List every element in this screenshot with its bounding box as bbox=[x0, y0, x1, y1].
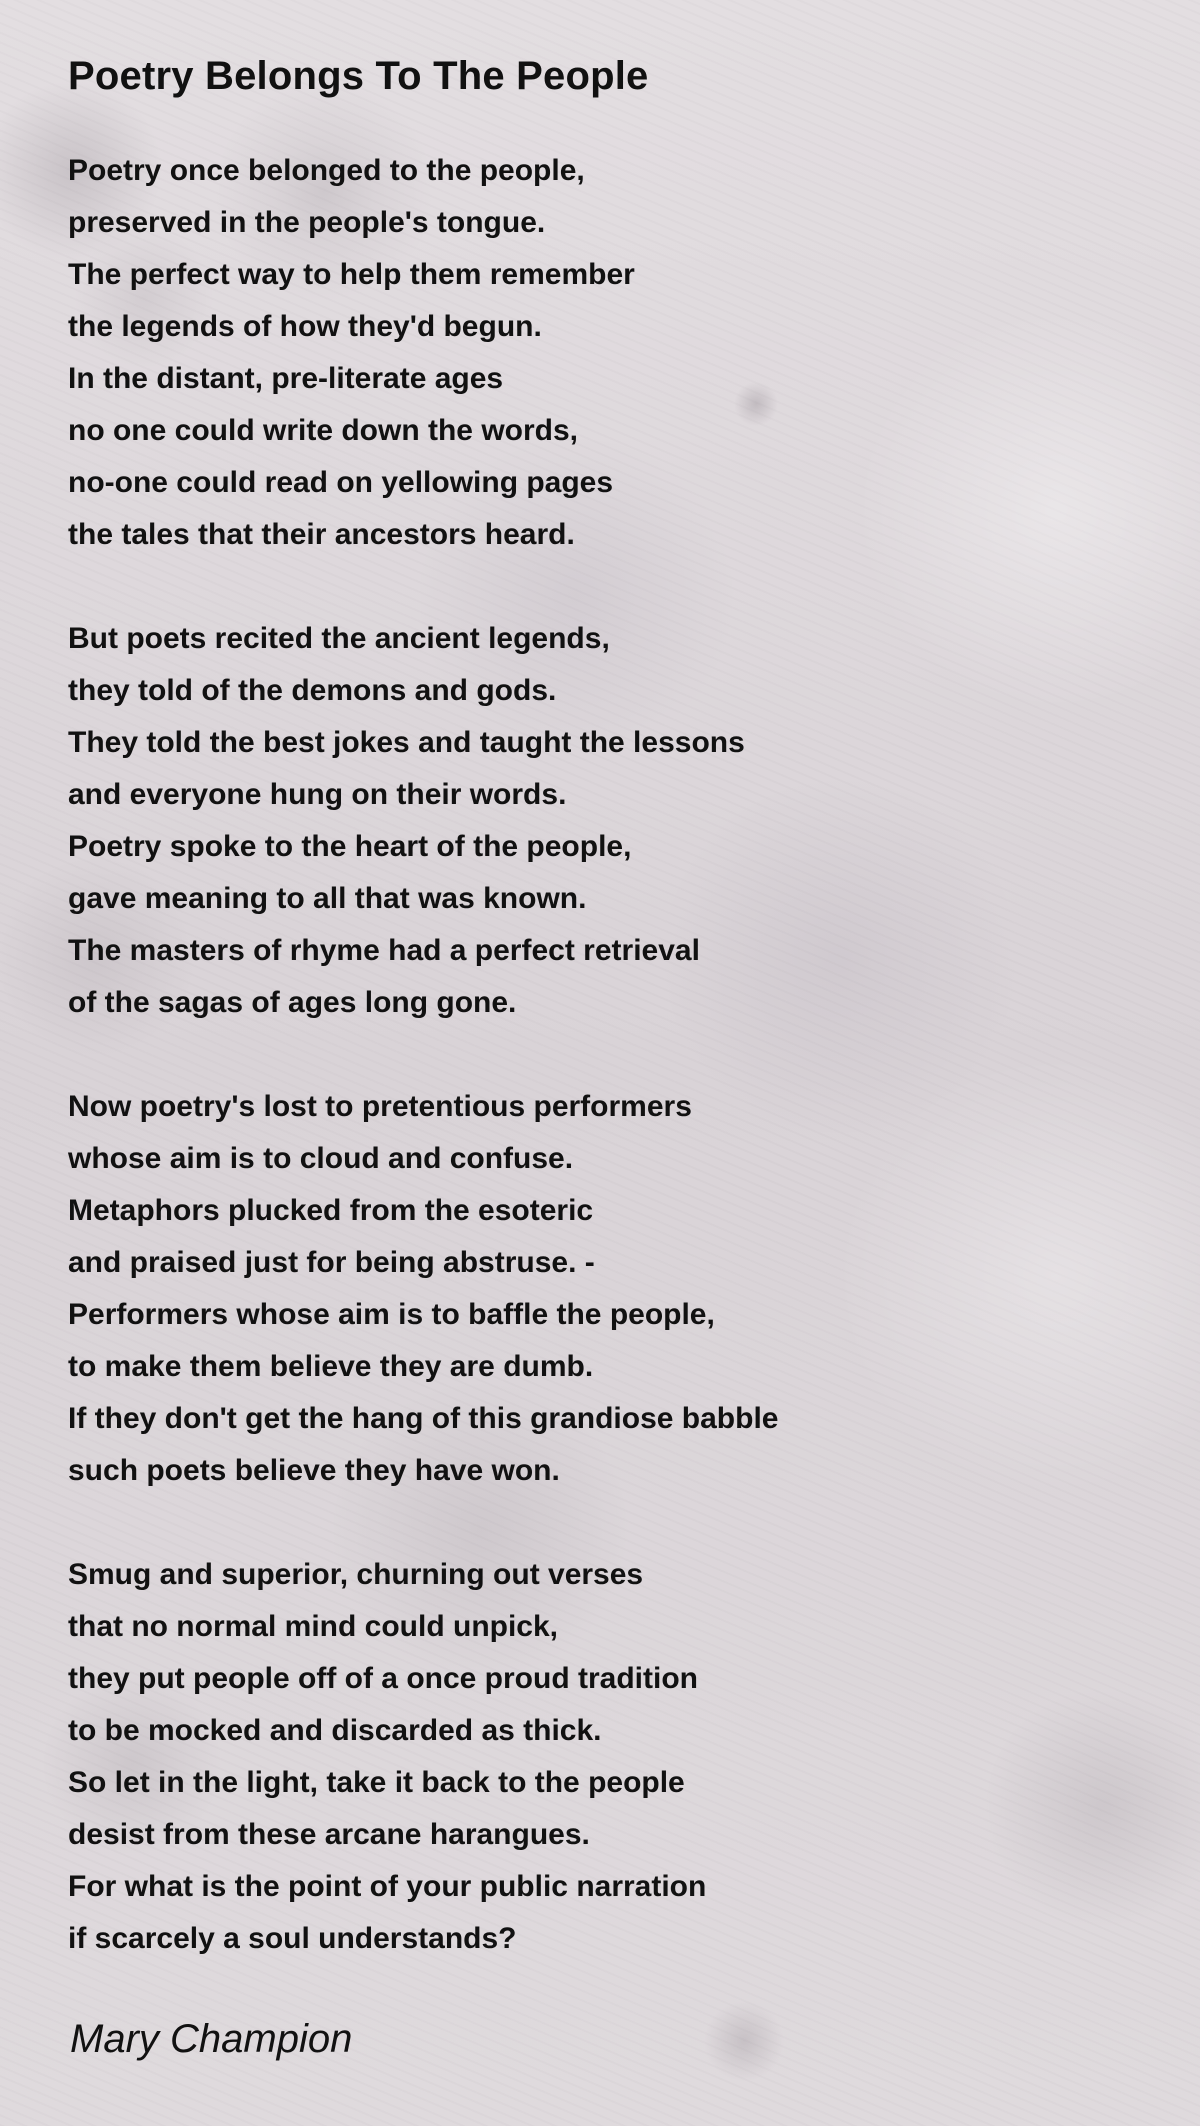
poem-line: They told the best jokes and taught the lessons bbox=[68, 726, 745, 759]
poem-line: Smug and superior, churning out verses bbox=[68, 1558, 644, 1591]
poem-line: they told of the demons and gods. bbox=[68, 674, 557, 707]
poem-line: no one could write down the words, bbox=[68, 414, 578, 447]
poem-line: that no normal mind could unpick, bbox=[68, 1610, 559, 1643]
poem-line: they put people off of a once proud tradition bbox=[68, 1662, 698, 1695]
poem-line: no-one could read on yellowing pages bbox=[68, 466, 614, 499]
poem-line: For what is the point of your public narration bbox=[68, 1870, 707, 1903]
poem-line: preserved in the people's tongue. bbox=[68, 206, 546, 239]
poem-line: Performers whose aim is to baffle the people, bbox=[68, 1298, 715, 1331]
poem-line: to be mocked and discarded as thick. bbox=[68, 1714, 602, 1747]
poem-line: of the sagas of ages long gone. bbox=[68, 986, 517, 1019]
poem-line: whose aim is to cloud and confuse. bbox=[68, 1142, 574, 1175]
poem-line: Now poetry's lost to pretentious performers bbox=[68, 1090, 692, 1123]
poem-line: the tales that their ancestors heard. bbox=[68, 518, 575, 551]
poem-line: But poets recited the ancient legends, bbox=[68, 622, 610, 655]
poem-line: So let in the light, take it back to the people bbox=[68, 1766, 685, 1799]
poem-line: if scarcely a soul understands? bbox=[68, 1922, 517, 1955]
poem-title: Poetry Belongs To The People bbox=[68, 54, 649, 98]
poem-body bbox=[68, 145, 1200, 1965]
poem-line: desist from these arcane harangues. bbox=[68, 1818, 590, 1851]
stanza-2 bbox=[68, 613, 1200, 1029]
stanza-3 bbox=[68, 1081, 1200, 1497]
poem-line: to make them believe they are dumb. bbox=[68, 1350, 594, 1383]
poem-line: The masters of rhyme had a perfect retrieval bbox=[68, 934, 700, 967]
author-name: Mary Champion bbox=[70, 2017, 353, 2061]
stanza-4 bbox=[68, 1549, 1200, 1965]
stanza-1 bbox=[68, 145, 1200, 561]
poem-line: such poets believe they have won. bbox=[68, 1454, 560, 1487]
poem-line: If they don't get the hang of this grandiose babble bbox=[68, 1402, 779, 1435]
poem-line: gave meaning to all that was known. bbox=[68, 882, 587, 915]
poem-line: Metaphors plucked from the esoteric bbox=[68, 1194, 594, 1227]
poem-line: the legends of how they'd begun. bbox=[68, 310, 542, 343]
poem-line: In the distant, pre-literate ages bbox=[68, 362, 504, 395]
poem-line: Poetry once belonged to the people, bbox=[68, 154, 585, 187]
poem-line: The perfect way to help them remember bbox=[68, 258, 635, 291]
poem-line: and praised just for being abstruse. - bbox=[68, 1246, 595, 1279]
poem-line: and everyone hung on their words. bbox=[68, 778, 567, 811]
poem-line: Poetry spoke to the heart of the people, bbox=[68, 830, 632, 863]
